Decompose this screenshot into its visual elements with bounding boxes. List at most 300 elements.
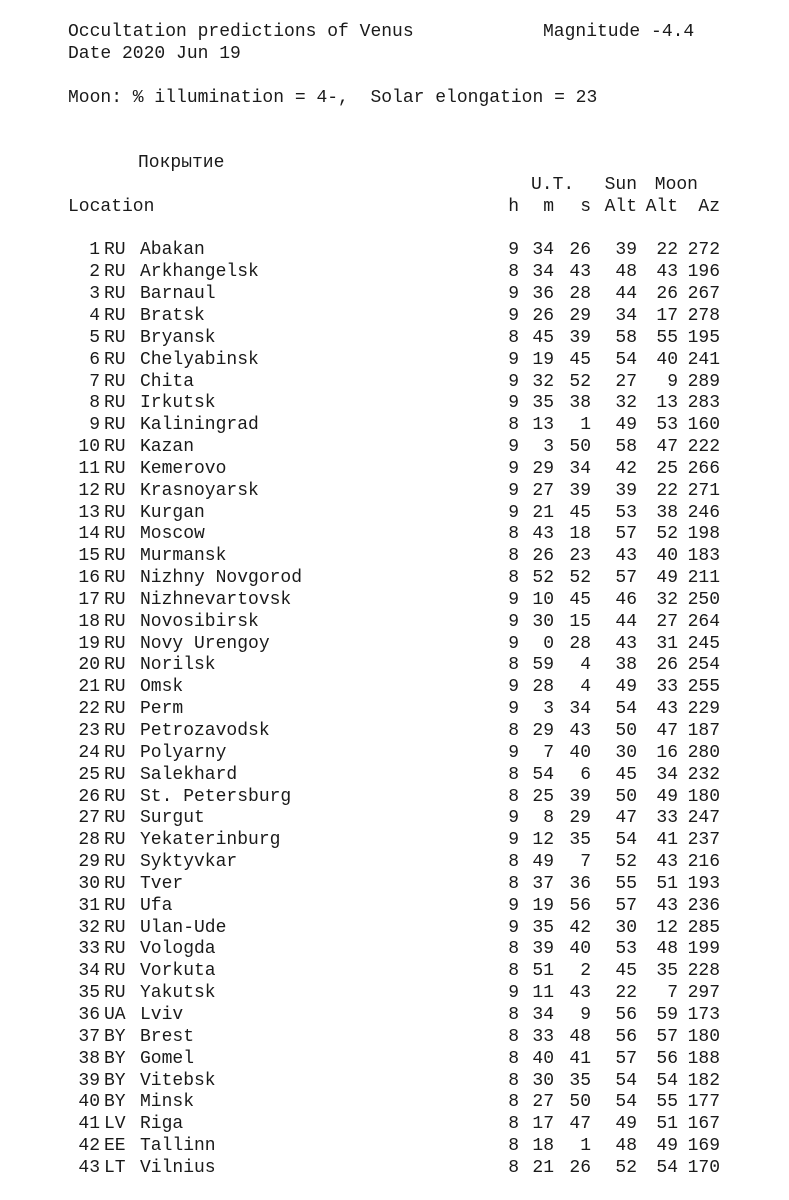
moon-altitude: 48 xyxy=(656,939,678,960)
ut-hour: 8 xyxy=(508,786,519,807)
moon-azimuth: 285 xyxy=(687,917,720,938)
moon-altitude: 9 xyxy=(667,371,678,392)
moon-altitude: 26 xyxy=(656,284,678,305)
ut-second: 4 xyxy=(580,655,591,676)
moon-altitude: 57 xyxy=(656,1026,678,1047)
sun-altitude: 52 xyxy=(615,852,637,873)
ut-minute: 40 xyxy=(532,1048,554,1069)
city-name: Kemerovo xyxy=(140,458,227,479)
table-row xyxy=(68,1092,720,1114)
ut-hour: 8 xyxy=(508,1004,519,1025)
city-name: Barnaul xyxy=(140,284,216,305)
row-number: 38 xyxy=(78,1048,100,1069)
moon-azimuth: 211 xyxy=(687,568,720,589)
sun-altitude: 44 xyxy=(615,611,637,632)
table-row xyxy=(68,393,720,415)
country-code: RU xyxy=(104,808,126,829)
ut-second: 29 xyxy=(569,808,591,829)
row-number: 5 xyxy=(89,327,100,348)
country-code: RU xyxy=(104,721,126,741)
table-row xyxy=(68,742,720,765)
row-number: 3 xyxy=(89,284,100,305)
ut-second: 45 xyxy=(569,502,591,523)
row-number: 26 xyxy=(78,786,100,807)
moon-altitude: 55 xyxy=(656,1092,678,1113)
ut-second: 43 xyxy=(569,983,591,1004)
table-row xyxy=(68,764,720,787)
country-code: RU xyxy=(104,546,126,567)
moon-altitude: 51 xyxy=(656,873,678,894)
ut-hour: 9 xyxy=(508,917,519,938)
ut-hour: 8 xyxy=(508,524,519,545)
city-name: Bratsk xyxy=(140,305,205,326)
country-code: RU xyxy=(104,393,126,414)
row-number: 25 xyxy=(78,764,100,785)
ut-minute: 19 xyxy=(532,349,554,370)
city-name: Yekaterinburg xyxy=(140,830,281,851)
city-name: Nizhnevartovsk xyxy=(140,589,292,610)
moon-info: Moon: % illumination = 4-, Solar elongation = 23 xyxy=(68,87,598,108)
ut-hour: 8 xyxy=(508,546,519,567)
city-name: Krasnoyarsk xyxy=(140,480,259,501)
ut-minute: 49 xyxy=(532,852,554,873)
table-row xyxy=(68,939,720,961)
ut-second: 40 xyxy=(569,742,591,763)
sun-altitude: 50 xyxy=(615,786,637,807)
country-code: RU xyxy=(104,917,126,938)
table-row xyxy=(68,611,720,634)
ut-hour: 8 xyxy=(508,852,519,873)
location-table xyxy=(68,240,720,1179)
moon-azimuth: 283 xyxy=(687,393,720,414)
table-row xyxy=(68,458,720,481)
sun-altitude: 54 xyxy=(615,699,637,720)
sun-altitude: 57 xyxy=(615,1048,637,1069)
ut-second: 4 xyxy=(580,677,591,698)
row-number: 35 xyxy=(78,983,100,1004)
ut-minute: 21 xyxy=(532,1157,554,1178)
moon-azimuth: 254 xyxy=(687,655,720,676)
moon-altitude: 35 xyxy=(656,961,678,982)
country-code: RU xyxy=(104,568,126,589)
ut-minute: 8 xyxy=(543,808,554,829)
sun-altitude: 54 xyxy=(615,1092,637,1113)
ut-minute: 32 xyxy=(532,371,554,392)
sun-altitude: 56 xyxy=(615,1004,637,1025)
country-code: RU xyxy=(104,240,126,261)
moon-altitude: 51 xyxy=(656,1114,678,1135)
country-code: BY xyxy=(104,1048,126,1069)
moon-header: Moon xyxy=(654,174,698,195)
table-row xyxy=(68,1026,720,1049)
country-code: LV xyxy=(104,1114,126,1135)
ut-second: 48 xyxy=(569,1026,591,1047)
country-code: RU xyxy=(104,305,126,326)
ut-second: 50 xyxy=(569,437,591,458)
country-code: BY xyxy=(104,1026,126,1047)
country-code: RU xyxy=(104,786,126,807)
moon-altitude: 59 xyxy=(656,1004,678,1025)
moon-altitude: 43 xyxy=(656,852,678,873)
row-number: 22 xyxy=(78,699,100,720)
sun-altitude: 48 xyxy=(615,262,637,283)
row-number: 21 xyxy=(78,677,100,698)
moon-azimuth: 247 xyxy=(687,808,720,829)
row-number: 32 xyxy=(78,917,100,938)
ut-minute: 59 xyxy=(532,655,554,676)
ut-second: 52 xyxy=(569,371,591,392)
ut-minute: 12 xyxy=(532,830,554,851)
ut-minute: 26 xyxy=(532,305,554,326)
ut-second: 23 xyxy=(569,546,591,567)
moon-altitude: 27 xyxy=(656,611,678,632)
city-name: Vitebsk xyxy=(140,1070,216,1091)
ut-hour: 9 xyxy=(508,742,519,763)
moon-azimuth: 183 xyxy=(687,546,720,567)
row-number: 30 xyxy=(78,873,100,894)
country-code: RU xyxy=(104,677,126,698)
country-code: RU xyxy=(104,961,126,982)
table-row xyxy=(68,524,720,546)
row-number: 43 xyxy=(78,1157,100,1178)
ut-minute: 34 xyxy=(532,1004,554,1025)
city-name: Murmansk xyxy=(140,546,227,567)
country-code: RU xyxy=(104,611,126,632)
ut-hour: 8 xyxy=(508,1157,519,1178)
city-name: Gomel xyxy=(140,1048,195,1069)
country-code: RU xyxy=(104,633,126,654)
moon-azimuth: 232 xyxy=(687,764,720,785)
city-name: Vilnius xyxy=(140,1157,216,1178)
country-code: RU xyxy=(104,655,126,676)
city-name: Chita xyxy=(140,371,195,392)
table-row xyxy=(68,589,720,612)
country-code: RU xyxy=(104,589,126,610)
moon-azimuth: 216 xyxy=(687,852,720,873)
table-row xyxy=(68,786,720,809)
ut-minute: 18 xyxy=(532,1136,554,1157)
ut-hour: 9 xyxy=(508,502,519,523)
date-line xyxy=(68,43,241,66)
ut-second: 26 xyxy=(569,240,591,261)
ut-hour: 9 xyxy=(508,983,519,1004)
country-code: RU xyxy=(104,437,126,458)
moon-azimuth: 198 xyxy=(687,524,720,545)
country-code: RU xyxy=(104,852,126,873)
city-name: Vologda xyxy=(140,939,216,960)
city-name: Ufa xyxy=(140,895,173,916)
moon-azimuth: 188 xyxy=(687,1048,720,1069)
ut-second: 40 xyxy=(569,939,591,960)
moon-altitude: 7 xyxy=(667,983,678,1004)
section-title-line xyxy=(68,153,225,175)
sun-altitude: 54 xyxy=(615,349,637,370)
ut-second: 9 xyxy=(580,1004,591,1025)
row-number: 27 xyxy=(78,808,100,829)
ut-hour: 9 xyxy=(508,458,519,479)
moon-azimuth: 267 xyxy=(687,284,720,305)
table-row xyxy=(68,305,720,328)
moon-altitude: 53 xyxy=(656,415,678,436)
ut-minute: 36 xyxy=(532,284,554,305)
row-number: 40 xyxy=(78,1092,100,1113)
sun-altitude: 22 xyxy=(615,983,637,1004)
city-name: Syktyvkar xyxy=(140,852,238,873)
sun-altitude: 43 xyxy=(615,633,637,654)
row-number: 34 xyxy=(78,961,100,982)
moon-azimuth: 289 xyxy=(687,371,720,392)
city-name: Salekhard xyxy=(140,764,238,785)
ut-minute: 52 xyxy=(532,568,554,589)
city-name: Novosibirsk xyxy=(140,611,259,632)
sun-altitude: 58 xyxy=(615,327,637,348)
city-name: Lviv xyxy=(140,1004,184,1025)
moon-azimuth: 255 xyxy=(687,677,720,698)
ut-second: 45 xyxy=(569,349,591,370)
ut-second: 45 xyxy=(569,589,591,610)
row-number: 11 xyxy=(78,458,100,479)
ut-second: 41 xyxy=(569,1048,591,1069)
moon-azimuth: 228 xyxy=(687,961,720,982)
city-name: Irkutsk xyxy=(140,393,216,414)
moon-azimuth: 195 xyxy=(687,327,720,348)
ut-hour: 8 xyxy=(508,1092,519,1113)
sun-altitude: 30 xyxy=(615,917,637,938)
row-number: 17 xyxy=(78,589,100,610)
moon-altitude: 40 xyxy=(656,349,678,370)
ut-second: 43 xyxy=(569,262,591,283)
ut-minute: 3 xyxy=(543,699,554,720)
ut-minute: 11 xyxy=(532,983,554,1004)
row-number: 14 xyxy=(78,524,100,545)
title-line xyxy=(68,22,695,44)
moon-altitude: 33 xyxy=(656,808,678,829)
table-row xyxy=(68,852,720,874)
country-code: RU xyxy=(104,895,126,916)
date: Date 2020 Jun 19 xyxy=(68,43,241,64)
country-code: RU xyxy=(104,458,126,479)
page-title: Occultation predictions of Venus xyxy=(68,22,414,42)
ut-hour: 9 xyxy=(508,284,519,305)
country-code: BY xyxy=(104,1070,126,1091)
sun-altitude: 30 xyxy=(615,742,637,763)
ut-hour: 8 xyxy=(508,1026,519,1047)
row-number: 41 xyxy=(78,1114,100,1135)
sun-altitude: 57 xyxy=(615,895,637,916)
table-row xyxy=(68,480,720,503)
country-code: RU xyxy=(104,764,126,785)
row-number: 8 xyxy=(89,393,100,414)
magnitude: Magnitude -4.4 xyxy=(543,22,695,42)
ut-hour: 8 xyxy=(508,415,519,436)
sun-altitude: 52 xyxy=(615,1157,637,1178)
city-name: Perm xyxy=(140,699,184,720)
country-code: RU xyxy=(104,349,126,370)
ut-minute: 37 xyxy=(532,873,554,894)
moon-azimuth: 236 xyxy=(687,895,720,916)
ut-second: 28 xyxy=(569,633,591,654)
city-name: Norilsk xyxy=(140,655,216,676)
moon-azimuth: 177 xyxy=(687,1092,720,1113)
sun-altitude: 45 xyxy=(615,764,637,785)
ut-minute: 21 xyxy=(532,502,554,523)
city-name: Chelyabinsk xyxy=(140,349,259,370)
sun-altitude: 48 xyxy=(615,1136,637,1157)
row-number: 19 xyxy=(78,633,100,654)
country-code: RU xyxy=(104,742,126,763)
section-title: Покрытие xyxy=(138,153,225,174)
ut-hour: 8 xyxy=(508,327,519,348)
ut-second: 18 xyxy=(569,524,591,545)
ut-hour: 8 xyxy=(508,1114,519,1135)
ut-minute: 45 xyxy=(532,327,554,348)
sun-altitude: 42 xyxy=(615,458,637,479)
moon-altitude: 22 xyxy=(656,240,678,261)
ut-second: 38 xyxy=(569,393,591,414)
table-row xyxy=(68,961,720,983)
table-row xyxy=(68,371,720,394)
table-row xyxy=(68,546,720,568)
ut-second: 34 xyxy=(569,699,591,720)
row-number: 6 xyxy=(89,349,100,370)
table-row xyxy=(68,1136,720,1158)
ut-second: 1 xyxy=(580,415,591,436)
row-number: 15 xyxy=(78,546,100,567)
ut-hour: 9 xyxy=(508,437,519,458)
country-code: RU xyxy=(104,262,126,283)
ut-minute: 39 xyxy=(532,939,554,960)
sun-altitude: 58 xyxy=(615,437,637,458)
moon-azimuth: 170 xyxy=(687,1157,720,1178)
moon-altitude: 54 xyxy=(656,1157,678,1178)
row-number: 29 xyxy=(78,852,100,873)
moon-altitude: 43 xyxy=(656,895,678,916)
table-row xyxy=(68,1070,720,1093)
ut-hour: 9 xyxy=(508,393,519,414)
ut-hour: 8 xyxy=(508,1136,519,1157)
ut-hour: 8 xyxy=(508,721,519,741)
row-number: 9 xyxy=(89,415,100,436)
ut-hour: 8 xyxy=(508,961,519,982)
city-name: Nizhny Novgorod xyxy=(140,568,303,589)
ut-minute: 27 xyxy=(532,480,554,501)
ut-second: 39 xyxy=(569,786,591,807)
ut-hour: 9 xyxy=(508,240,519,261)
table-row xyxy=(68,262,720,284)
country-code: UA xyxy=(104,1004,126,1025)
moon-azimuth: 173 xyxy=(687,1004,720,1025)
city-name: Kurgan xyxy=(140,502,205,523)
city-name: Arkhangelsk xyxy=(140,262,259,283)
ut-second: 26 xyxy=(569,1157,591,1178)
country-code: RU xyxy=(104,939,126,960)
ut-second: 28 xyxy=(569,284,591,305)
moon-azimuth: 272 xyxy=(687,240,720,261)
ut-second: 47 xyxy=(569,1114,591,1135)
ut-second: 35 xyxy=(569,1070,591,1091)
row-number: 42 xyxy=(78,1136,100,1157)
moon-azimuth: 160 xyxy=(687,415,720,436)
row-number: 13 xyxy=(78,502,100,523)
ut-hour: 8 xyxy=(508,655,519,676)
sun-altitude: 46 xyxy=(615,589,637,610)
ut-second: 29 xyxy=(569,305,591,326)
city-name: Tallinn xyxy=(140,1136,216,1157)
table-row xyxy=(68,437,720,459)
table-row xyxy=(68,349,720,372)
moon-azimuth: 229 xyxy=(687,699,720,720)
moon-altitude: 49 xyxy=(656,568,678,589)
sun-altitude: 39 xyxy=(615,240,637,261)
moon-azimuth: 278 xyxy=(687,305,720,326)
ut-second: 43 xyxy=(569,721,591,741)
moon-altitude: 55 xyxy=(656,327,678,348)
moon-altitude: 25 xyxy=(656,458,678,479)
sun-altitude: 50 xyxy=(615,721,637,741)
moon-altitude: 13 xyxy=(656,393,678,414)
moon-azimuth: 199 xyxy=(687,939,720,960)
moon-azimuth: 167 xyxy=(687,1114,720,1135)
moon-altitude: 31 xyxy=(656,633,678,654)
country-code: EE xyxy=(104,1136,126,1157)
country-code: RU xyxy=(104,327,126,348)
sun-altitude: 54 xyxy=(615,1070,637,1091)
city-name: Polyarny xyxy=(140,742,227,763)
moon-altitude: 40 xyxy=(656,546,678,567)
ut-minute: 17 xyxy=(532,1114,554,1135)
table-row xyxy=(68,699,720,721)
sun-altitude: 39 xyxy=(615,480,637,501)
country-code: RU xyxy=(104,524,126,545)
moon-altitude: 49 xyxy=(656,786,678,807)
moon-altitude: 47 xyxy=(656,437,678,458)
city-name: Kazan xyxy=(140,437,195,458)
moon-azimuth: 180 xyxy=(687,1026,720,1047)
sun-altitude: 57 xyxy=(615,568,637,589)
row-number: 24 xyxy=(78,742,100,763)
ut-minute: 35 xyxy=(532,393,554,414)
city-name: Abakan xyxy=(140,240,205,261)
ut-hour: 9 xyxy=(508,699,519,720)
row-number: 16 xyxy=(78,568,100,589)
ut-second: 34 xyxy=(569,458,591,479)
city-name: Tver xyxy=(140,873,184,894)
city-name: Omsk xyxy=(140,677,184,698)
moon-azimuth: 271 xyxy=(687,480,720,501)
sun-altitude: 53 xyxy=(615,502,637,523)
document xyxy=(68,22,720,1180)
moon-altitude: 38 xyxy=(656,502,678,523)
ut-minute: 13 xyxy=(532,415,554,436)
ut-hour: 8 xyxy=(508,873,519,894)
ut-hour: 9 xyxy=(508,371,519,392)
row-number: 31 xyxy=(78,895,100,916)
table-row xyxy=(68,1157,720,1180)
s-header: s xyxy=(580,196,591,217)
ut-minute: 34 xyxy=(532,262,554,283)
table-row xyxy=(68,1004,720,1027)
table-row xyxy=(68,284,720,306)
moon-altitude: 12 xyxy=(656,917,678,938)
ut-second: 15 xyxy=(569,611,591,632)
moon-altitude: 47 xyxy=(656,721,678,741)
ut-minute: 25 xyxy=(532,786,554,807)
ut-minute: 7 xyxy=(543,742,554,763)
ut-second: 6 xyxy=(580,764,591,785)
ut-minute: 30 xyxy=(532,611,554,632)
moon-altitude: 16 xyxy=(656,742,678,763)
table-row xyxy=(68,830,720,852)
